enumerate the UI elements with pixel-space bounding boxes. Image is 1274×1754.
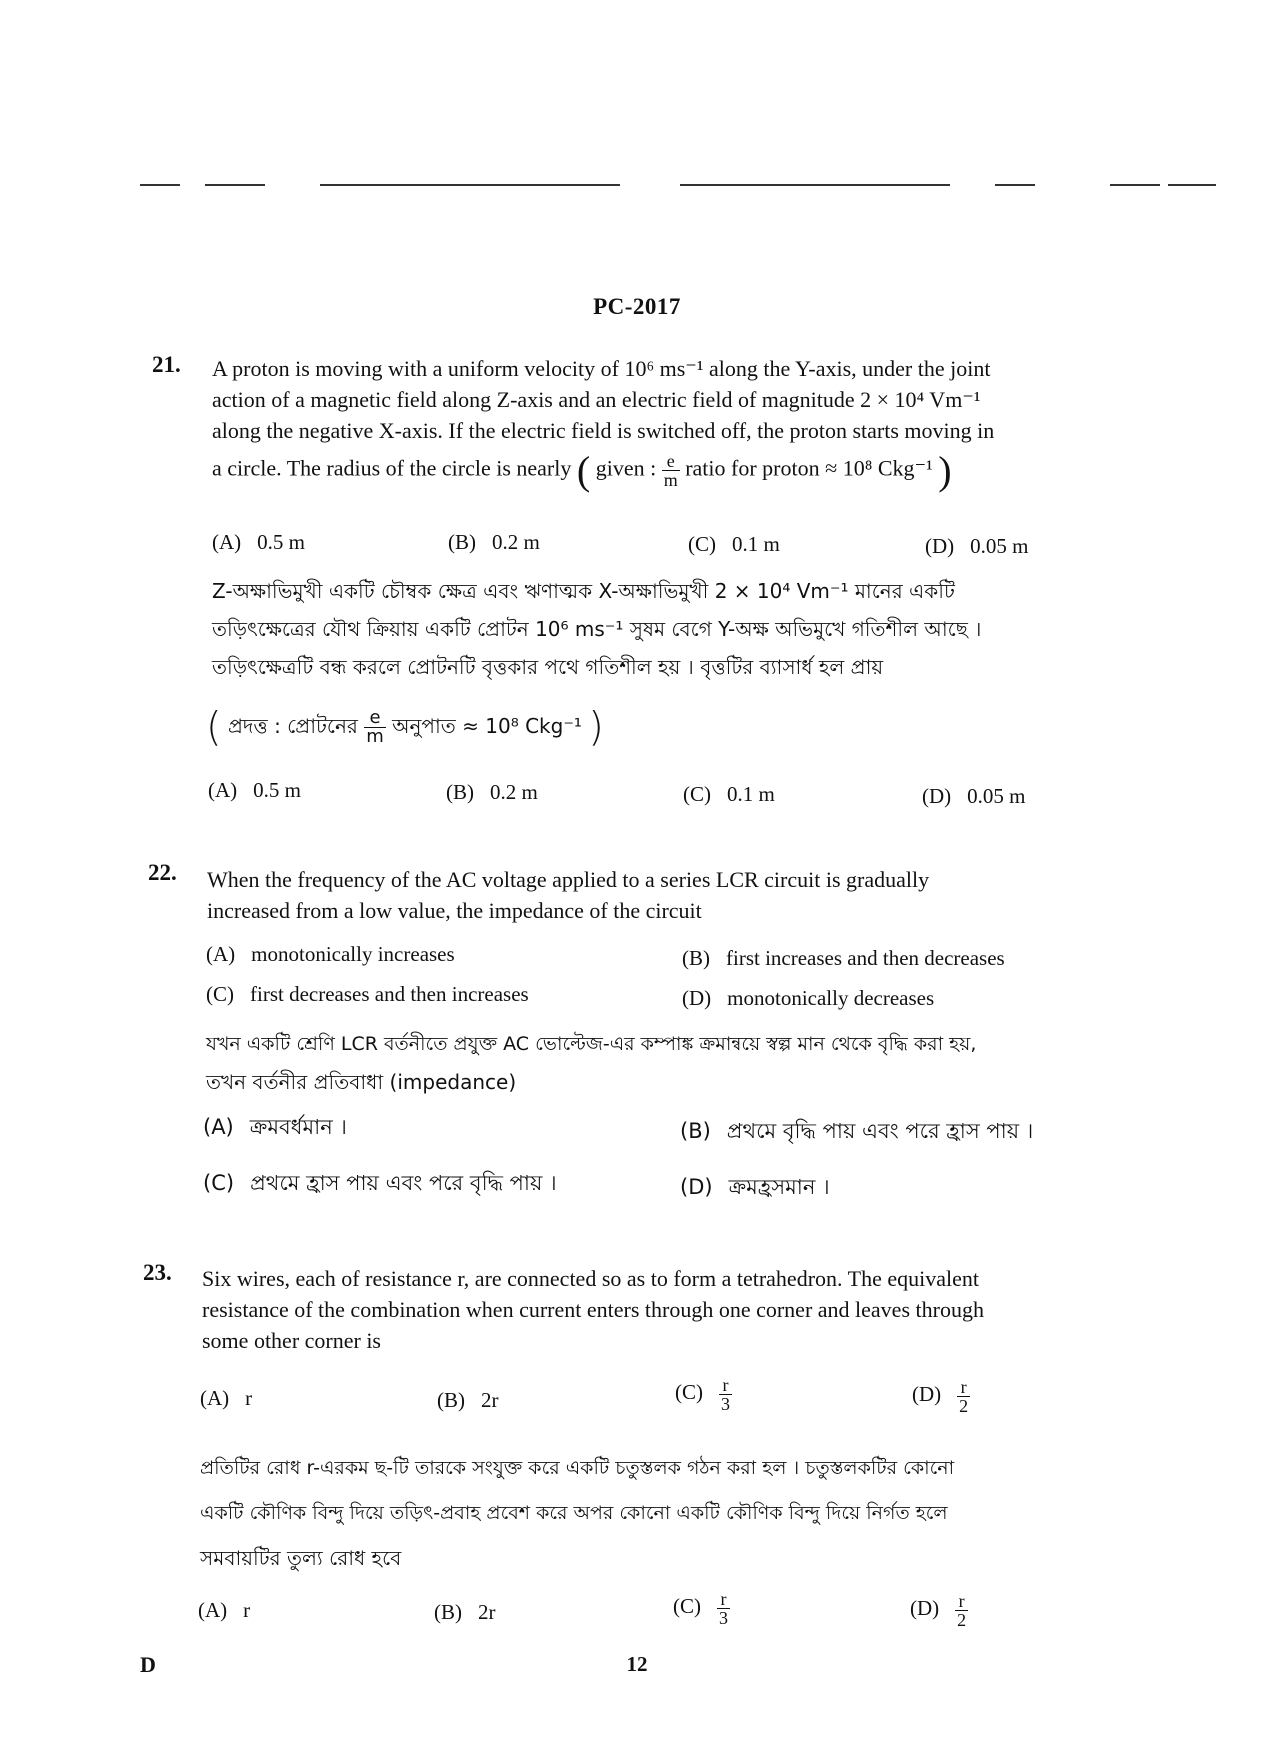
q22-line2: increased from a low value, the impedance of the circuit (207, 898, 702, 923)
q21-bn-given-suffix: অনুপাত ≈ 10⁸ Ckg⁻¹ (392, 714, 582, 738)
q22-bn-option-a[interactable]: (A) ক্রমবর্ধমান । (203, 1115, 347, 1139)
q21-text (212, 353, 1132, 493)
q21-bn-line2: তড়িৎক্ষেত্রের যৌথ ক্রিয়ায় একটি প্রোটন 10⁶ ms⁻¹ সুষম বেগে Y-অক্ষ অভিমুখে গতিশীল আছে । (212, 617, 982, 641)
top-rule-5 (995, 184, 1035, 186)
q23-bn-line3: সমবায়টির তুল্য রোধ হবে (200, 1546, 402, 1570)
q21-bn-option-a[interactable]: (A) 0.5 m (208, 778, 301, 802)
q21-given-suffix: ratio for proton ≈ 10⁸ Ckg⁻¹ (685, 455, 933, 481)
frac-r-over-2: $\frac{r}{2}$ (957, 1591, 967, 1630)
q22-bengali-text (206, 1025, 1136, 1101)
q21-bn-line3: তড়িৎক্ষেত্রটি বন্ধ করলে প্রোটনটি বৃত্তকার পথে গতিশীল হয় । বৃত্তটির ব্যাসার্ধ হল প্রায় (212, 655, 884, 679)
page-header: PC-2017 (593, 294, 681, 319)
q21-bn-e-over-m (364, 709, 386, 746)
paren-open: ( (576, 448, 591, 493)
q21-bengali-text (212, 572, 1132, 686)
q23-bn-option-a[interactable]: (A) r (198, 1598, 251, 1622)
q22-bn-option-c[interactable]: (C) প্রথমে হ্রাস পায় এবং পরে বৃদ্ধি পায় । (203, 1171, 557, 1195)
q22-text (207, 864, 1127, 926)
q22-bn-line2: তখন বর্তনীর প্রতিবাধা (impedance) (206, 1070, 517, 1094)
top-rule-4 (680, 184, 950, 186)
q23-option-b[interactable]: (B) 2r (437, 1388, 499, 1412)
q22-option-d[interactable]: (D) monotonically decreases (682, 986, 935, 1010)
top-rule-2 (205, 184, 265, 186)
q21-line2: action of a magnetic field along Z-axis and an electric field of magnitude 2 × 10⁴ Vm⁻¹ (212, 387, 981, 412)
q21-line4 (212, 448, 1132, 493)
q21-bn-given-prefix: প্রদত্ত : প্রোটনের (227, 714, 358, 738)
q21-bn-option-d[interactable]: (D) 0.05 m (922, 784, 1026, 808)
q21-given-prefix: given : (595, 455, 657, 481)
frac-num: e (364, 709, 386, 728)
footer-series-code: D (140, 1652, 156, 1677)
q22-bn-line1: যখন একটি শ্রেণি LCR বর্তনীতে প্রযুক্ত AC ভোল্টেজ-এর কম্পাঙ্ক ক্রমান্বয়ে স্বল্প মান থেকে বৃদ্ধি করা হয়, (206, 1033, 977, 1055)
q23-text (202, 1263, 1132, 1356)
frac-r-over-2: $\frac{r}{2}$ (959, 1377, 969, 1416)
q21-e-over-m (662, 452, 680, 489)
paren-close: ) (938, 448, 952, 493)
q21-option-d[interactable]: (D) 0.05 m (925, 534, 1029, 558)
q23-bn-option-c[interactable]: (C) $\frac{r}{3}$ (673, 1589, 728, 1628)
frac-den: m (663, 470, 678, 490)
q23-bn-option-d[interactable]: (D) $\frac{r}{2}$ (910, 1591, 967, 1630)
q22-line1: When the frequency of the AC voltage applied to a series LCR circuit is gradually (207, 867, 930, 892)
q21-line1: A proton is moving with a uniform velocity of 10⁶ ms⁻¹ along the Y-axis, under the joint (212, 356, 991, 381)
paren-open: ( (206, 704, 222, 751)
q23-bengali-text (200, 1446, 1130, 1581)
q22-option-a[interactable]: (A) monotonically increases (206, 942, 455, 966)
frac-r-over-3: $\frac{r}{3}$ (721, 1375, 730, 1414)
q21-line3: along the negative X-axis. If the electric field is switched off, the proton starts moving in (212, 418, 995, 443)
q21-bn-option-c[interactable]: (C) 0.1 m (683, 782, 775, 806)
q23-option-c[interactable]: (C) $\frac{r}{3}$ (675, 1375, 730, 1414)
q23-option-a[interactable]: (A) r (200, 1386, 253, 1410)
q23-line1: Six wires, each of resistance r, are connected so as to form a tetrahedron. The equivalent (202, 1266, 979, 1291)
frac-den: m (366, 726, 384, 747)
q21-bn-option-b[interactable]: (B) 0.2 m (446, 780, 538, 804)
paren-close: ) (588, 704, 604, 751)
top-rule-1 (140, 184, 180, 186)
q22-bn-option-b[interactable]: (B) প্রথমে বৃদ্ধি পায় এবং পরে হ্রাস পায় । (680, 1119, 1034, 1143)
q23-bn-line1: প্রতিটির রোধ r-এরকম ছ-টি তারকে সংযুক্ত করে একটি চতুস্তলক গঠন করা হল । চতুস্তলকটির কোনো (200, 1457, 955, 1479)
q21-bn-line1: Z-অক্ষাভিমুখী একটি চৌম্বক ক্ষেত্র এবং ঋণাত্মক X-অক্ষাভিমুখী 2 × 10⁴ Vm⁻¹ মানের একটি (212, 579, 955, 603)
q21-option-b[interactable]: (B) 0.2 m (448, 530, 540, 554)
frac-r-over-3: $\frac{r}{3}$ (719, 1589, 728, 1628)
top-rule-6 (1110, 184, 1160, 186)
q21-number: 21. (152, 352, 181, 377)
q22-bn-option-d[interactable]: (D) ক্রমহ্রসমান । (680, 1175, 830, 1199)
q23-line3: some other corner is (202, 1328, 381, 1353)
q21-line4-text: a circle. The radius of the circle is nearly (212, 455, 572, 481)
q23-bn-option-b[interactable]: (B) 2r (434, 1600, 496, 1624)
q22-option-c[interactable]: (C) first decreases and then increases (206, 982, 529, 1006)
q21-option-a[interactable]: (A) 0.5 m (212, 530, 305, 554)
page-number: 12 (626, 1652, 648, 1676)
q22-option-b[interactable]: (B) first increases and then decreases (682, 946, 1005, 970)
q21-option-c[interactable]: (C) 0.1 m (688, 532, 780, 556)
top-rule-7 (1168, 184, 1216, 186)
q23-bn-line2: একটি কৌণিক বিন্দু দিয়ে তড়িৎ-প্রবাহ প্রবেশ করে অপর কোনো একটি কৌণিক বিন্দু দিয়ে নির্গত হলে (200, 1502, 948, 1524)
frac-num: e (662, 452, 680, 471)
q23-option-d[interactable]: (D) $\frac{r}{2}$ (912, 1377, 969, 1416)
q23-number: 23. (143, 1260, 172, 1285)
q22-number: 22. (148, 860, 177, 885)
top-rule-3 (320, 184, 620, 186)
q21-bn-given (206, 704, 604, 751)
q23-line2: resistance of the combination when current enters through one corner and leaves through (202, 1297, 984, 1322)
